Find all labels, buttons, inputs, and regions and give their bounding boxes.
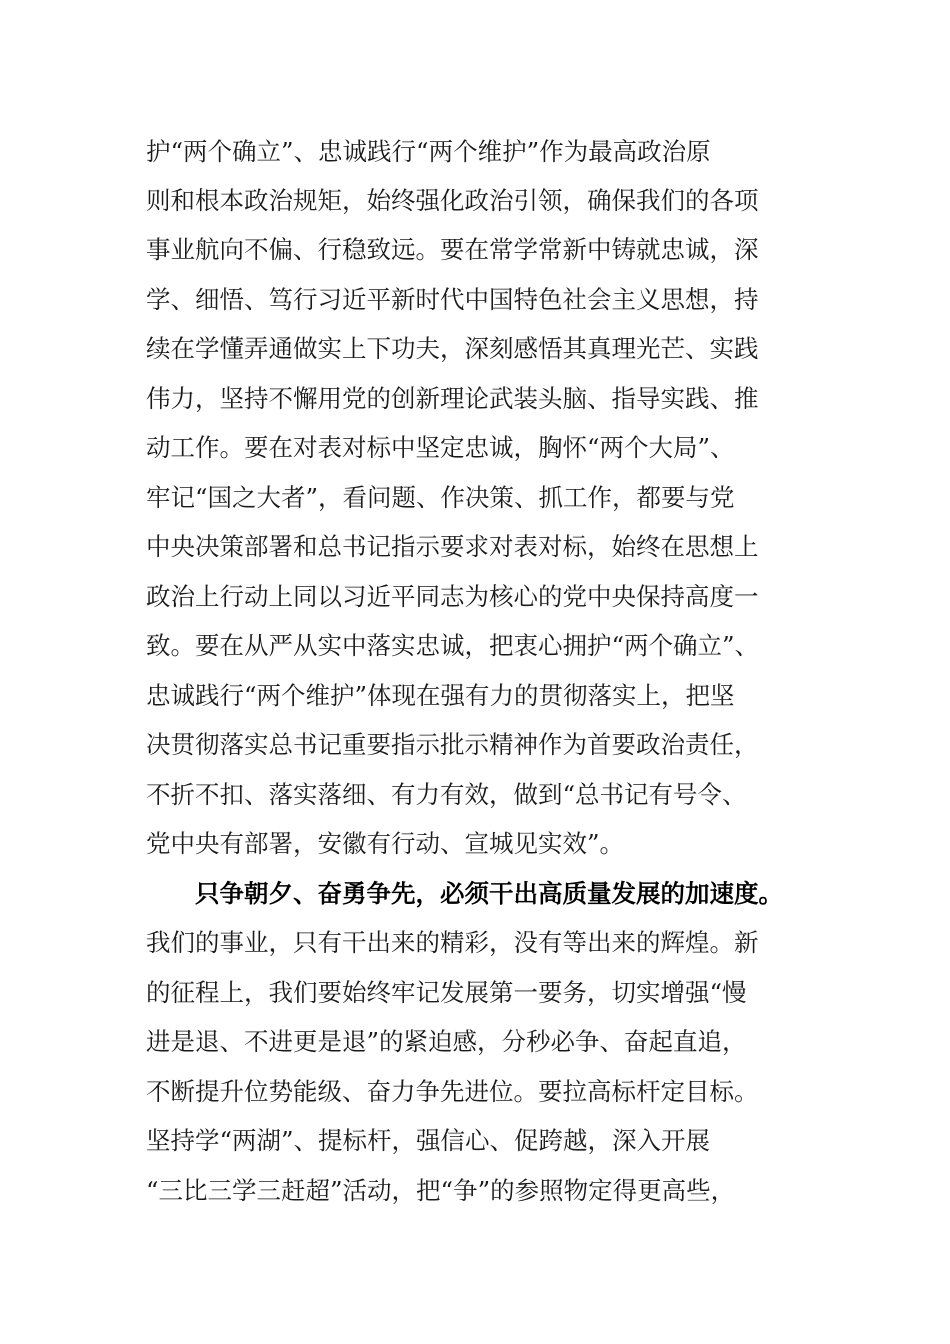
text-line-12: 忠诚践行“两个维护”体现在强有力的贯彻落实上，把坚 bbox=[146, 681, 735, 710]
text-line-7: 动工作。要在对表对标中坚定忠诚，胸怀“两个大局”、 bbox=[146, 433, 735, 462]
text-line-11: 致。要在从严从实中落实忠诚，把衷心拥护“两个确立”、 bbox=[146, 631, 760, 660]
text-line-21: 坚持学“两湖”、提标杆，强信心、促跨越，深入开展 bbox=[146, 1126, 711, 1155]
text-line-3: 事业航向不偏、行稳致远。要在常学常新中铸就忠诚，深 bbox=[146, 235, 759, 264]
text-line-4: 学、细悟、笃行习近平新时代中国特色社会主义思想，持 bbox=[146, 285, 759, 314]
text-line-15: 党中央有部署，安徽有行动、宣城见实效”。 bbox=[146, 829, 625, 858]
text-line-18: 的征程上，我们要始终牢记发展第一要务，切实增强“慢 bbox=[146, 978, 747, 1007]
text-line-17: 我们的事业，只有干出来的精彩，没有等出来的辉煌。新 bbox=[146, 928, 759, 957]
text-line-14: 不折不扣、落实落细、有力有效，做到“总书记有号令、 bbox=[146, 780, 747, 809]
text-line-13: 决贯彻落实总书记重要指示批示精神作为首要政治责任， bbox=[146, 730, 759, 759]
text-line-6: 伟力，坚持不懈用党的创新理论武装头脑、指导实践、推 bbox=[146, 384, 759, 413]
text-line-1: 护“两个确立”、忠诚践行“两个维护”作为最高政治原 bbox=[146, 137, 711, 166]
text-line-10: 政治上行动上同以习近平同志为核心的党中央保持高度一 bbox=[146, 582, 759, 611]
text-line-19: 进是退、不进更是退”的紧迫感，分秒必争、奋起直追， bbox=[146, 1027, 747, 1056]
text-line-8: 牢记“国之大者”，看问题、作决策、抓工作，都要与党 bbox=[146, 483, 735, 512]
text-line-9: 中央决策部署和总书记指示要求对表对标，始终在思想上 bbox=[146, 532, 759, 561]
text-line-22: “三比三学三赶超”活动，把“争”的参照物定得更高些， bbox=[146, 1176, 736, 1205]
text-line-2: 则和根本政治规矩，始终强化政治引领，确保我们的各项 bbox=[146, 186, 759, 215]
text-line-20: 不断提升位势能级、奋力争先进位。要拉高标杆定目标。 bbox=[146, 1077, 759, 1106]
section-heading: 只争朝夕、奋勇争先，必须干出高质量发展的加速度。 bbox=[195, 879, 783, 908]
text-line-5: 续在学懂弄通做实上下功夫，深刻感悟其真理光芒、实践 bbox=[146, 334, 759, 363]
